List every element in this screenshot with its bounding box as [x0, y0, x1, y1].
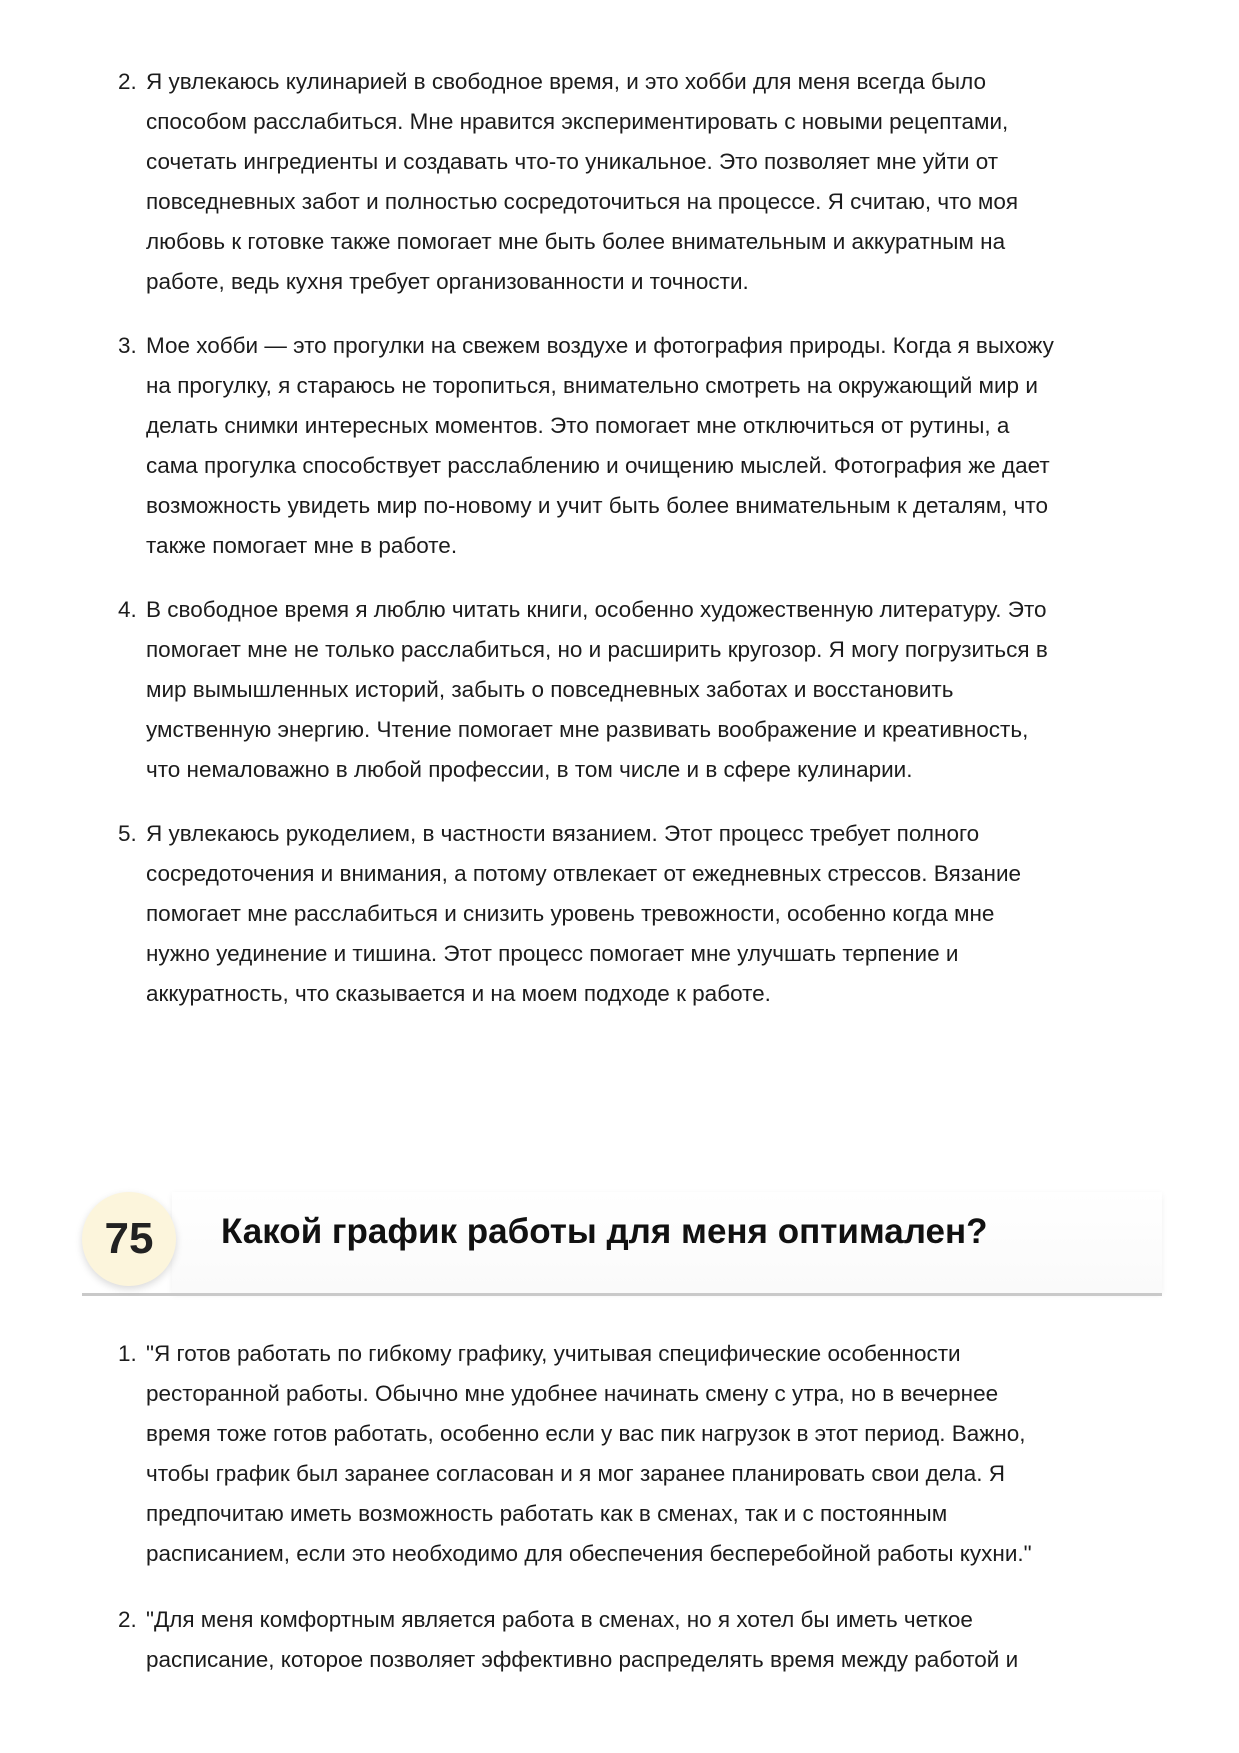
list-item-number: 2. — [118, 1607, 137, 1632]
list-item-text: Я увлекаюсь кулинарией в свободное время, и это хобби для меня всегда было способом расслабиться. Мне нравится экспериментировать с новыми рецептами, сочетать ингредиенты и создавать что-то уникальное. Это позволяет мне уйти от повседневных забот и полностью сосредоточиться на процессе. Я считаю, что моя любовь к готовке также помогает мне быть более внимательным и аккуратным на работе, ведь кухня требует организованности и точности. — [146, 69, 1019, 294]
section-number-badge: 75 — [82, 1192, 176, 1286]
list-item-text: В свободное время я люблю читать книги, особенно художественную литературу. Это помогает мне не только расслабиться, но и расширить кругозор. Я могу погрузиться в мир вымышленных историй, забыть о повседневных заботах и восстановить умственную энергию. Чтение помогает мне развивать воображение и креативность, что немаловажно в любой профессии, в том числе и в сфере кулинарии. — [146, 597, 1048, 782]
list-item-number: 4. — [118, 597, 137, 622]
section-header — [82, 1192, 1162, 1296]
list-item-number: 1. — [118, 1341, 137, 1366]
section-header-divider — [82, 1293, 1162, 1296]
section-title: Какой график работы для меня оптимален? — [221, 1212, 988, 1251]
list-item — [0, 1600, 1239, 1680]
list-item-number: 3. — [118, 333, 137, 358]
list-item — [0, 590, 1239, 790]
list-item-number: 5. — [118, 821, 137, 846]
list-item-number: 2. — [118, 69, 137, 94]
list-item — [0, 62, 1239, 302]
list-item — [0, 1334, 1239, 1574]
list-item-text: "Для меня комфортным является работа в сменах, но я хотел бы иметь четкое расписание, которое позволяет эффективно распределять время между работой и — [146, 1607, 1019, 1672]
answer-list-schedule — [0, 1334, 1239, 1704]
answer-list-hobbies — [0, 62, 1239, 1038]
list-item-text: "Я готов работать по гибкому графику, учитывая специфические особенности ресторанной работы. Обычно мне удобнее начинать смену с утра, но в вечернее время тоже готов работать, особенно если у вас пик нагрузок в этот период. Важно, чтобы график был заранее согласован и я мог заранее планировать свои дела. Я предпочитаю иметь возможность работать как в сменах, так и с постоянным расписанием, если это необходимо для обеспечения бесперебойной работы кухни." — [146, 1341, 1032, 1566]
list-item — [0, 814, 1239, 1014]
list-item-text: Мое хобби — это прогулки на свежем воздухе и фотография природы. Когда я выхожу на прогулку, я стараюсь не торопиться, внимательно смотреть на окружающий мир и делать снимки интересных моментов. Это помогает мне отключиться от рутины, а сама прогулка способствует расслаблению и очищению мыслей. Фотография же дает возможность увидеть мир по-новому и учит быть более внимательным к деталям, что также помогает мне в работе. — [146, 333, 1054, 558]
list-item — [0, 326, 1239, 566]
list-item-text: Я увлекаюсь рукоделием, в частности вязанием. Этот процесс требует полного сосредоточения и внимания, а потому отвлекает от ежедневных стрессов. Вязание помогает мне расслабиться и снизить уровень тревожности, особенно когда мне нужно уединение и тишина. Этот процесс помогает мне улучшать терпение и аккуратность, что сказывается и на моем подходе к работе. — [146, 821, 1022, 1006]
